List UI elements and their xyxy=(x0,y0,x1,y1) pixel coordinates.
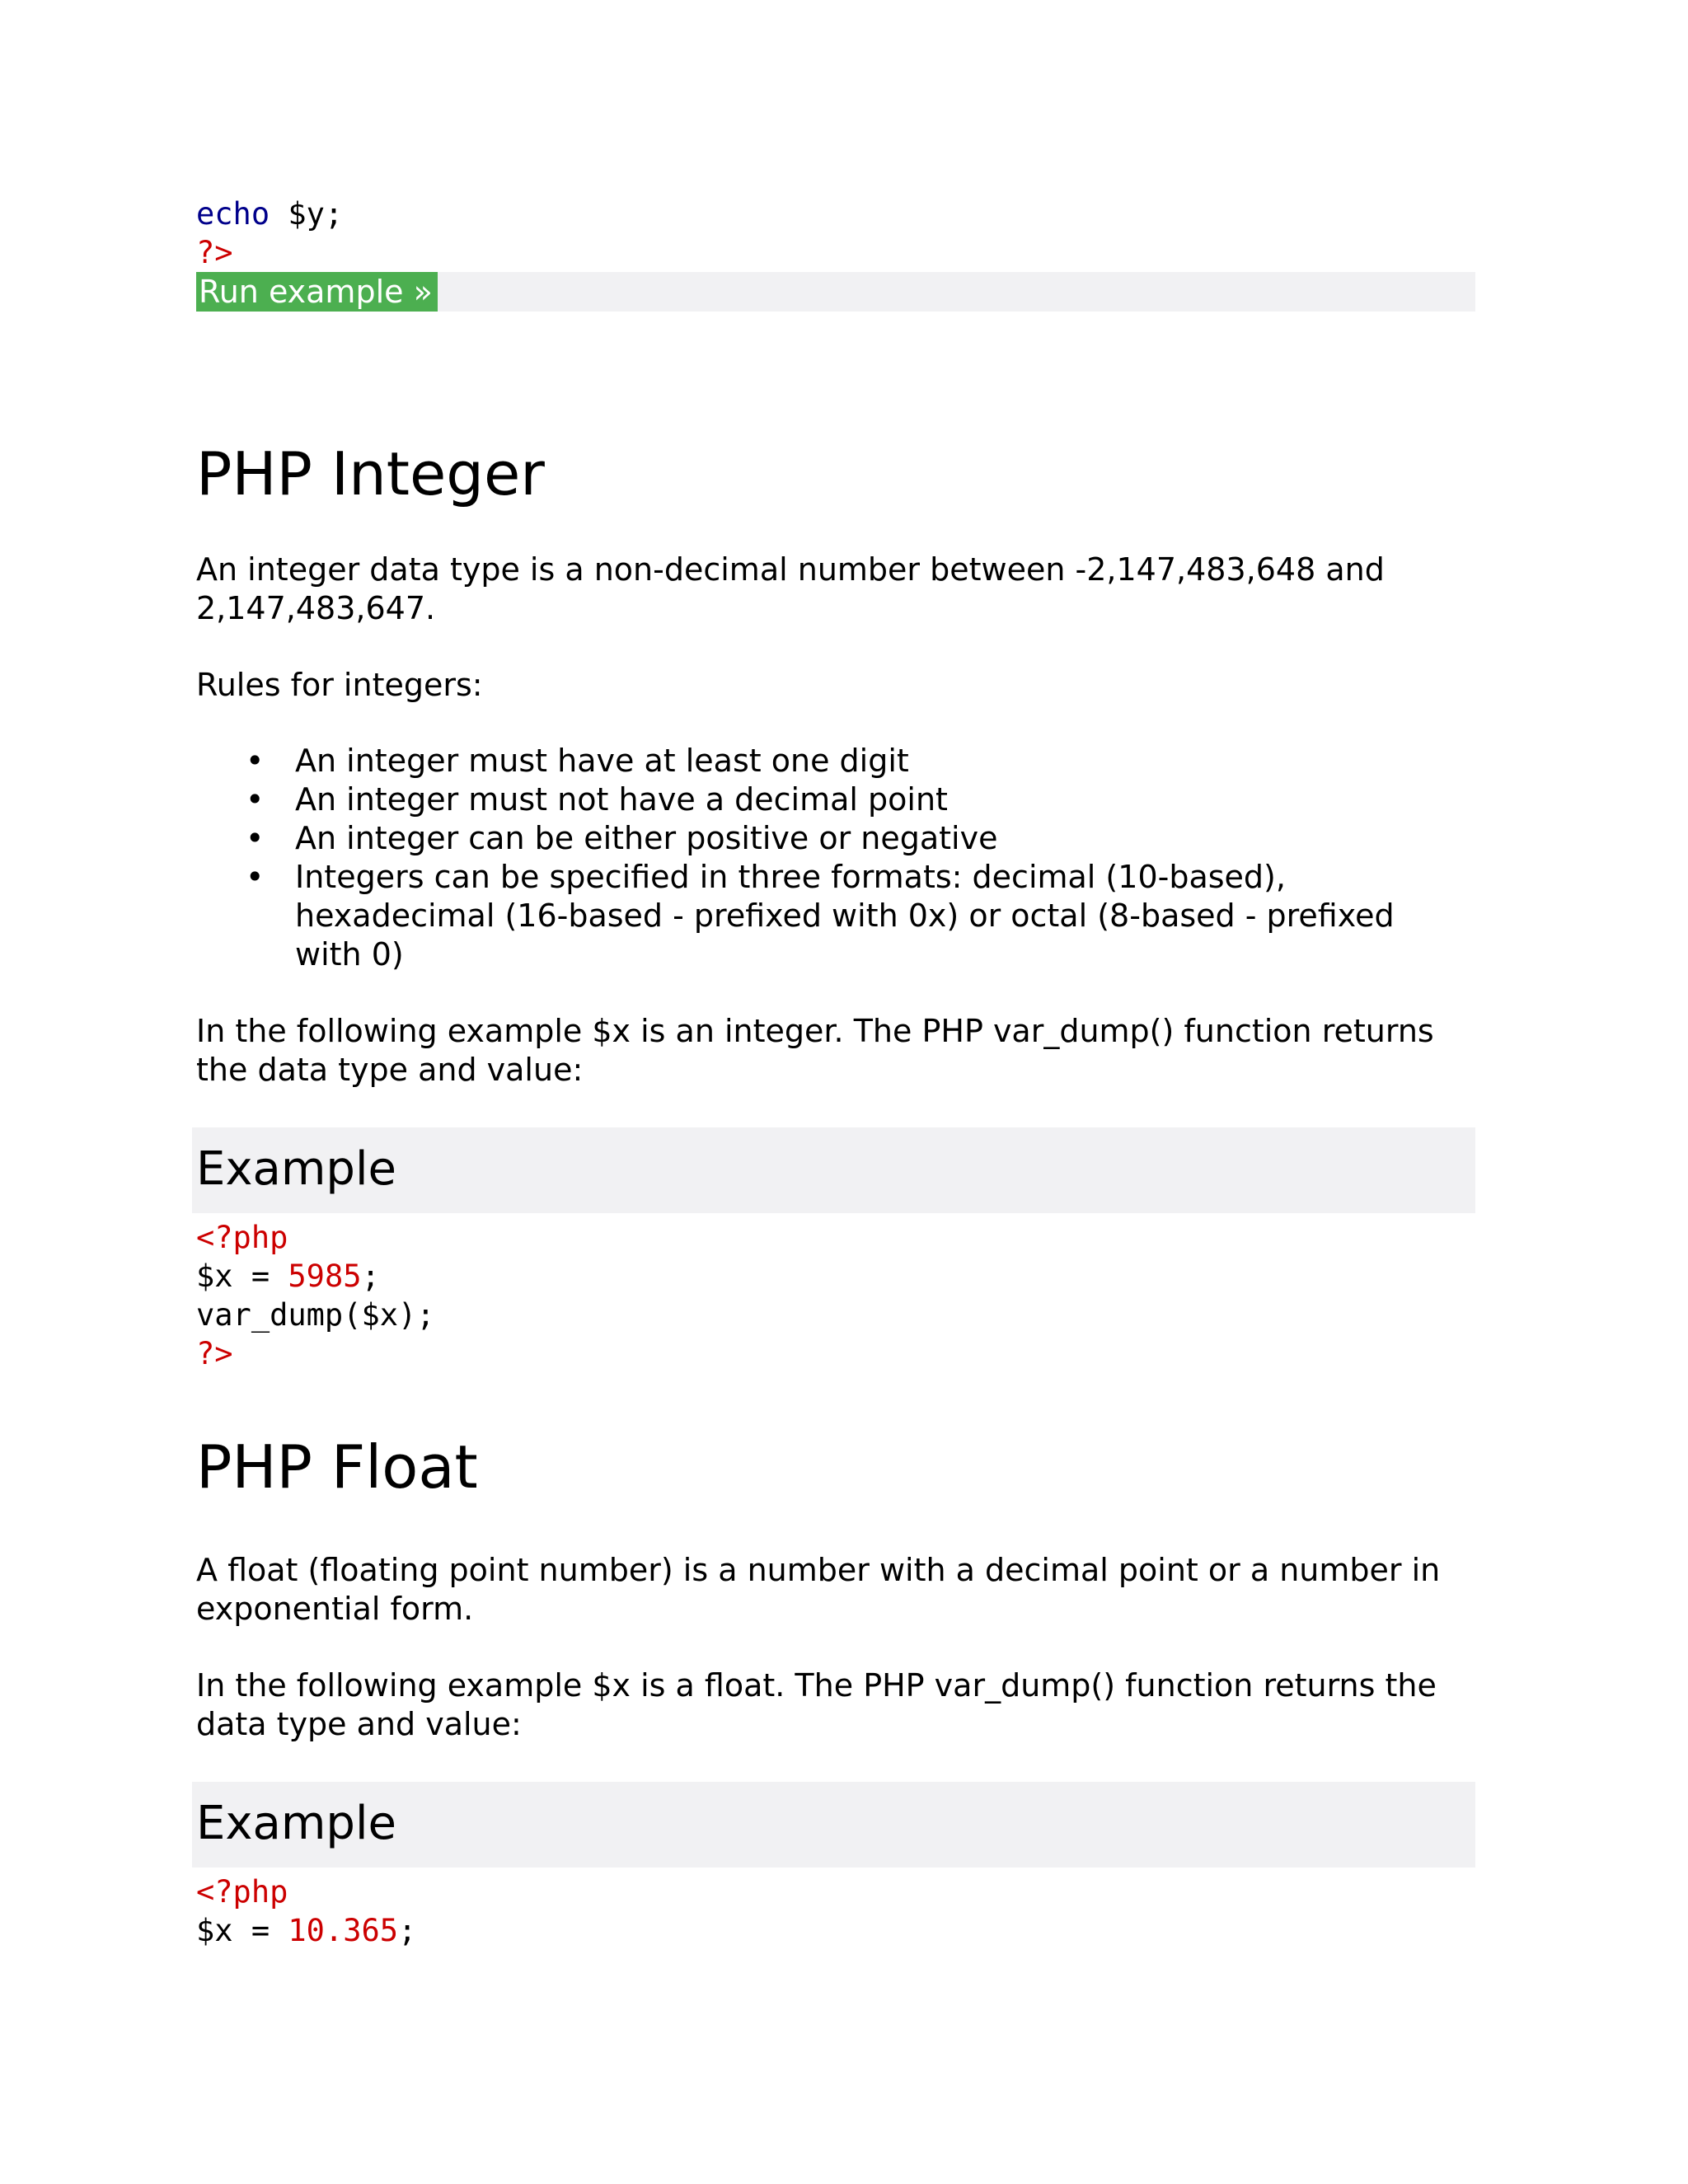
code-keyword-echo: echo xyxy=(196,196,270,232)
bullet: • xyxy=(246,859,265,895)
rule-text-line: hexadecimal (16-based - prefixed with 0x) or octal (8-based - prefixed xyxy=(295,898,1395,934)
bullet: • xyxy=(246,820,265,856)
rule-item xyxy=(196,819,1482,858)
code-open-tag: <?php xyxy=(196,1220,288,1255)
rules-list xyxy=(196,742,1482,974)
rule-text-line: with 0) xyxy=(295,936,404,972)
bullet: • xyxy=(246,743,265,779)
code-line-assign xyxy=(196,1911,416,1950)
code-open-tag: <?php xyxy=(196,1874,288,1910)
code-line-echo xyxy=(196,194,343,233)
code-var: $x = xyxy=(196,1258,288,1294)
run-example-button[interactable]: Run example » xyxy=(196,272,438,312)
float-intro-line2: exponential form. xyxy=(196,1591,474,1627)
code-number: 10.365 xyxy=(288,1913,399,1948)
example-heading: Example xyxy=(196,1797,396,1850)
rule-item xyxy=(196,858,1482,974)
code-close-tag: ?> xyxy=(196,235,233,270)
rule-text-line: Integers can be specified in three formats: decimal (10-based), xyxy=(295,859,1286,895)
code-semicolon: ; xyxy=(361,1258,380,1294)
code-close-tag: ?> xyxy=(196,1336,233,1371)
rule-text: An integer must have at least one digit xyxy=(295,743,909,779)
rule-text: An integer can be either positive or negative xyxy=(295,820,998,856)
float-example-intro-line2: data type and value: xyxy=(196,1706,522,1742)
code-semicolon: ; xyxy=(398,1913,417,1948)
rules-heading: Rules for integers: xyxy=(196,667,483,703)
bullet: • xyxy=(246,781,265,818)
rule-text: An integer must not have a decimal point xyxy=(295,781,948,818)
integer-intro-line1: An integer data type is a non-decimal number between -2,147,483,648 and xyxy=(196,551,1385,588)
code-var: $x = xyxy=(196,1913,288,1948)
integer-intro-line2: 2,147,483,647. xyxy=(196,590,436,626)
example-heading: Example xyxy=(196,1142,396,1196)
code-line-assign xyxy=(196,1257,380,1296)
code-line-vardump: var_dump($x); xyxy=(196,1297,435,1333)
float-intro-line1: A float (floating point number) is a number with a decimal point or a number in xyxy=(196,1552,1441,1588)
heading-php-integer: PHP Integer xyxy=(196,439,545,509)
rule-item xyxy=(196,742,1482,780)
integer-example-intro-line2: the data type and value: xyxy=(196,1052,584,1088)
code-number: 5985 xyxy=(288,1258,362,1294)
heading-php-float: PHP Float xyxy=(196,1432,478,1502)
code-echo-arg: $y; xyxy=(270,196,344,232)
float-example-intro-line1: In the following example $x is a float. The PHP var_dump() function returns the xyxy=(196,1667,1437,1704)
rule-item xyxy=(196,780,1482,819)
integer-example-intro-line1: In the following example $x is an integer. The PHP var_dump() function returns xyxy=(196,1013,1434,1049)
